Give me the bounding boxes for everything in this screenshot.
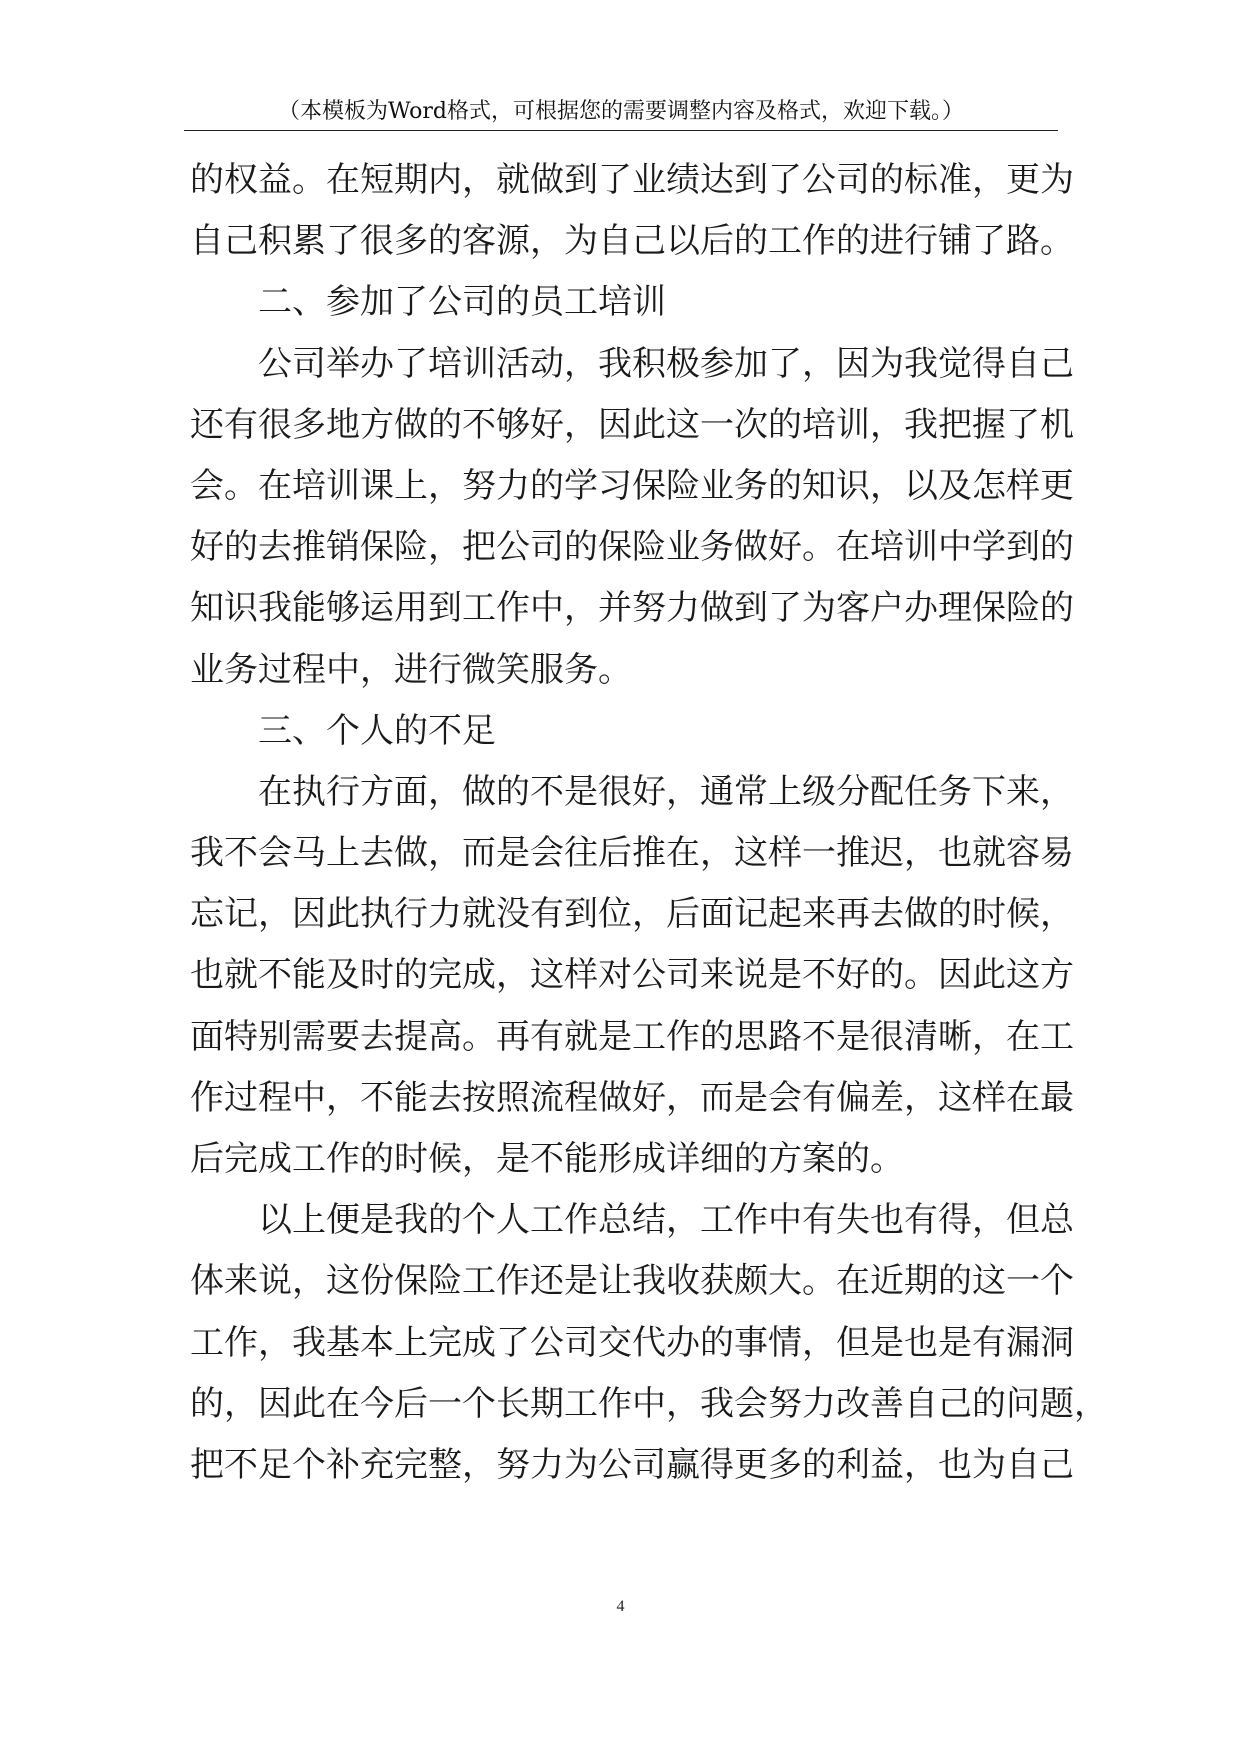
text-line: 好的去推销保险，把公司的保险业务做好。在培训中学到的 [190, 527, 1074, 568]
text-line: 后完成工作的时候，是不能形成详细的方案的。 [190, 1139, 904, 1179]
text-line: 把不足个补充完整，努力为公司赢得更多的利益，也为自己 [190, 1444, 1074, 1485]
text-line: 以上便是我的个人工作总结，工作中有失也有得，但总 [258, 1200, 1074, 1241]
text-line: 忘记，因此执行力就没有到位，后面记起来再去做的时候， [190, 894, 1074, 935]
body-text [190, 150, 1108, 1496]
text-line: 体来说，这份保险工作还是让我收获颇大。在近期的这一个 [190, 1261, 1074, 1302]
text-line: 会。在培训课上，努力的学习保险业务的知识，以及怎样更 [190, 465, 1074, 506]
text-line: 三、个人的不足 [258, 710, 496, 751]
text-line: 自己积累了很多的客源，为自己以后的工作的进行铺了路。 [190, 221, 1074, 262]
text-line: 也就不能及时的完成，这样对公司来说是不好的。因此这方 [190, 955, 1074, 996]
page-header-note: （本模板为Word格式，可根据您的需要调整内容及格式，欢迎下载。） [278, 99, 964, 124]
text-line: 我不会马上去做，而是会往后推在，这样一推迟，也就容易 [190, 833, 1074, 874]
text-line: 在执行方面，做的不是很好，通常上级分配任务下来， [258, 771, 1074, 812]
header-divider [184, 130, 1058, 131]
text-line: 业务过程中，进行微笑服务。 [190, 649, 632, 690]
text-line: 工作，我基本上完成了公司交代办的事情，但是也是有漏洞 [190, 1322, 1074, 1363]
text-line: 的权益。在短期内，就做到了业绩达到了公司的标准，更为 [190, 160, 1074, 200]
text-line: 公司举办了培训活动，我积极参加了，因为我觉得自己 [258, 343, 1074, 384]
text-line: 二、参加了公司的员工培训 [258, 282, 666, 323]
page-number: 4 [616, 1598, 625, 1615]
text-line: 的，因此在今后一个长期工作中，我会努力改善自己的问题， [190, 1383, 1108, 1424]
text-line: 作过程中，不能去按照流程做好，而是会有偏差，这样在最 [190, 1077, 1074, 1118]
text-line: 知识我能够运用到工作中，并努力做到了为客户办理保险的 [190, 588, 1074, 629]
text-line: 面特别需要去提高。再有就是工作的思路不是很清晰，在工 [190, 1016, 1074, 1057]
text-line: 还有很多地方做的不够好，因此这一次的培训，我把握了机 [190, 404, 1074, 445]
